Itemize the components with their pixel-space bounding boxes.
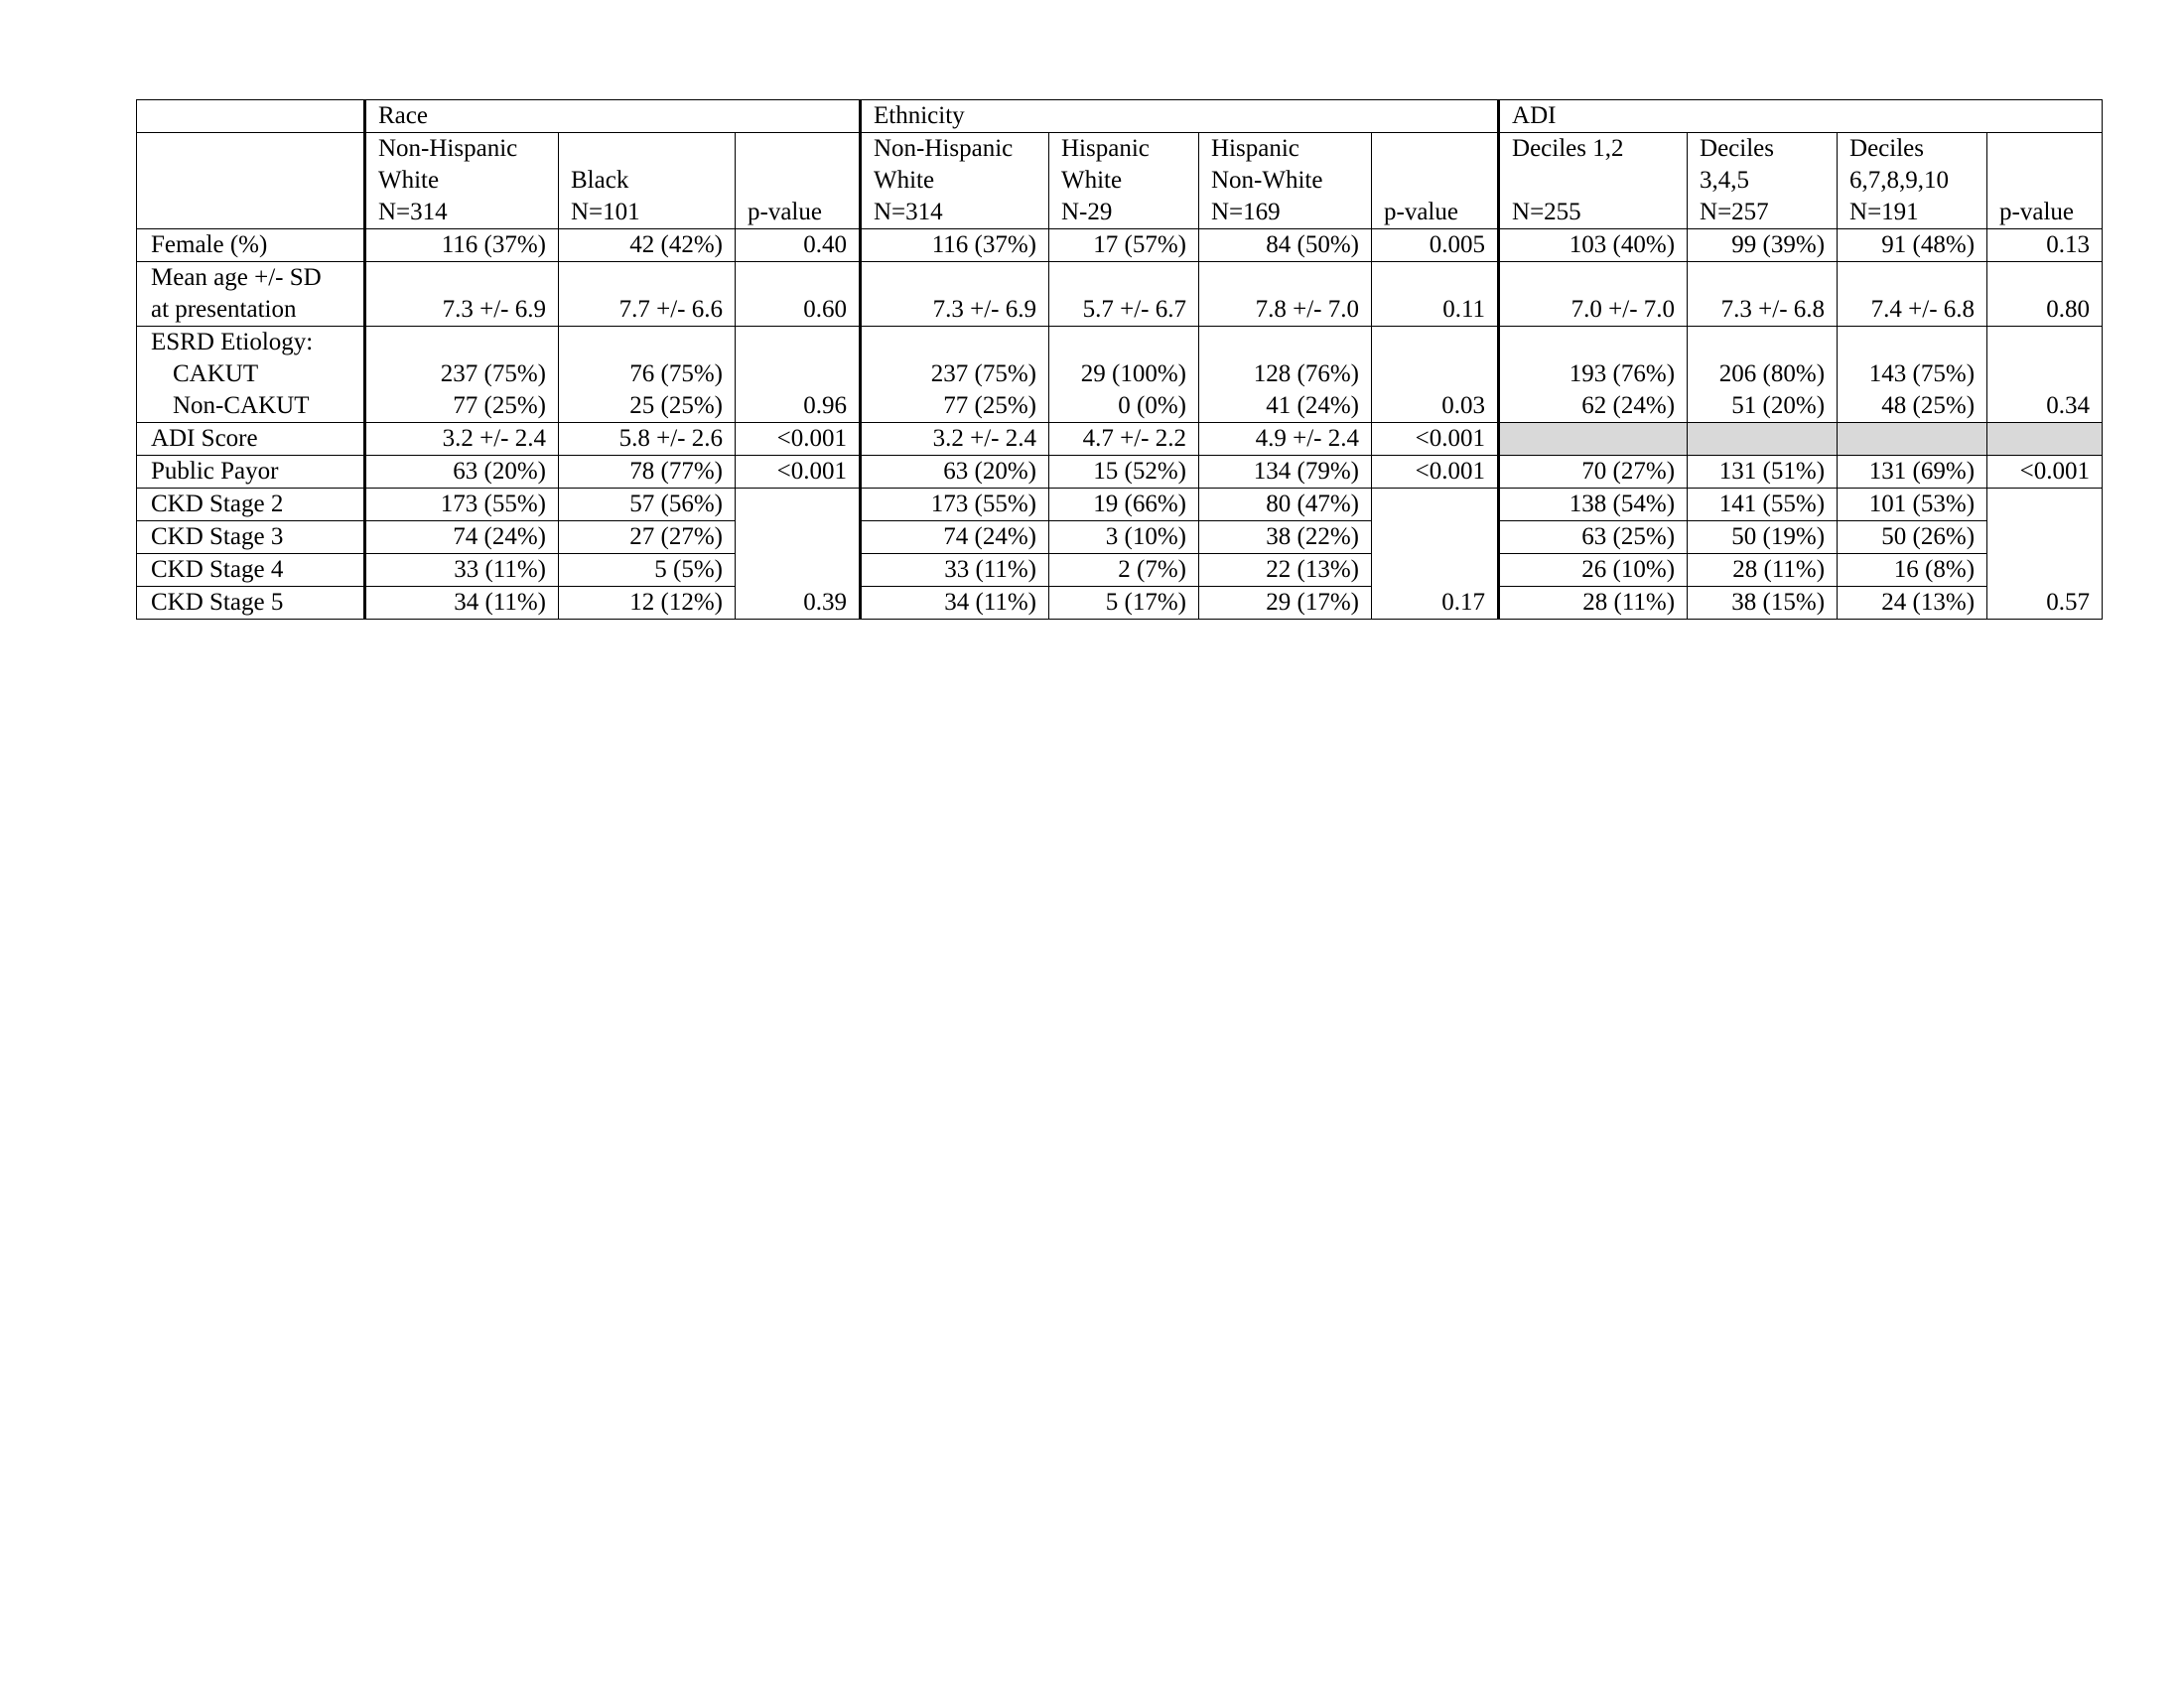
table-cell: 143 (75%) 48 (25%) (1838, 327, 1987, 423)
row-label: ESRD Etiology: CAKUT Non-CAKUT (137, 327, 365, 423)
table-cell: 116 (37%) (861, 229, 1049, 262)
table-cell: 34 (11%) (365, 587, 559, 620)
table-cell: 7.0 +/- 7.0 (1499, 262, 1688, 327)
column-header-row (137, 133, 2103, 229)
table-cell: 33 (11%) (365, 554, 559, 587)
table-row-adi-score (137, 423, 2103, 456)
table-cell: 33 (11%) (861, 554, 1049, 587)
row-label: CKD Stage 4 (137, 554, 365, 587)
table-cell: 29 (17%) (1199, 587, 1372, 620)
table-cell: 28 (11%) (1688, 554, 1838, 587)
col-eth-hnw: Hispanic Non-White N=169 (1199, 133, 1372, 229)
table-cell: <0.001 (736, 423, 861, 456)
table-cell: 2 (7%) (1049, 554, 1199, 587)
group-header-row (137, 100, 2103, 133)
row-label: CKD Stage 2 (137, 489, 365, 521)
table-cell: 101 (53%) (1838, 489, 1987, 521)
table-cell: 7.8 +/- 7.0 (1199, 262, 1372, 327)
table-cell: 141 (55%) (1688, 489, 1838, 521)
table-row-ckd-stage-4 (137, 554, 2103, 587)
table-cell: 34 (11%) (861, 587, 1049, 620)
table-cell: 7.7 +/- 6.6 (559, 262, 736, 327)
table-cell: 0.80 (1987, 262, 2103, 327)
table-row-ckd-stage-5 (137, 587, 2103, 620)
group-race: Race (365, 100, 861, 133)
table-row-public-payor (137, 456, 2103, 489)
table-cell: 38 (15%) (1688, 587, 1838, 620)
table-cell: 16 (8%) (1838, 554, 1987, 587)
col-race-pvalue: p-value (736, 133, 861, 229)
table-cell: 3 (10%) (1049, 521, 1199, 554)
corner-cell (137, 100, 365, 133)
row-label: Mean age +/- SD at presentation (137, 262, 365, 327)
table-cell: 193 (76%) 62 (24%) (1499, 327, 1688, 423)
table-cell: 5.7 +/- 6.7 (1049, 262, 1199, 327)
table-cell: 57 (56%) (559, 489, 736, 521)
table-cell: 28 (11%) (1499, 587, 1688, 620)
group-adi: ADI (1499, 100, 2103, 133)
table-cell: 0.005 (1372, 229, 1499, 262)
table-cell: 99 (39%) (1688, 229, 1838, 262)
table-cell: 22 (13%) (1199, 554, 1372, 587)
table-cell: 3.2 +/- 2.4 (861, 423, 1049, 456)
table-cell: <0.001 (1372, 456, 1499, 489)
table-cell: 80 (47%) (1199, 489, 1372, 521)
table-cell: 7.4 +/- 6.8 (1838, 262, 1987, 327)
demographics-table (136, 99, 2103, 620)
table-cell: 173 (55%) (861, 489, 1049, 521)
table-cell: 5.8 +/- 2.6 (559, 423, 736, 456)
table-cell: <0.001 (1987, 456, 2103, 489)
row-label: CKD Stage 5 (137, 587, 365, 620)
table-cell: 0.11 (1372, 262, 1499, 327)
col-eth-nhw: Non-Hispanic White N=314 (861, 133, 1049, 229)
col-eth-hw: Hispanic White N-29 (1049, 133, 1199, 229)
table-cell: 134 (79%) (1199, 456, 1372, 489)
table-cell: 91 (48%) (1838, 229, 1987, 262)
table-cell: 27 (27%) (559, 521, 736, 554)
table-cell: 138 (54%) (1499, 489, 1688, 521)
table-cell: 131 (69%) (1838, 456, 1987, 489)
table-cell: 3.2 +/- 2.4 (365, 423, 559, 456)
table-cell: 50 (19%) (1688, 521, 1838, 554)
table-cell: 237 (75%) 77 (25%) (365, 327, 559, 423)
table-cell: 5 (5%) (559, 554, 736, 587)
table-cell: 103 (40%) (1499, 229, 1688, 262)
table-cell: 74 (24%) (861, 521, 1049, 554)
table-cell: <0.001 (1372, 423, 1499, 456)
col-race-black: Black N=101 (559, 133, 736, 229)
table-cell: 19 (66%) (1049, 489, 1199, 521)
table-cell: 17 (57%) (1049, 229, 1199, 262)
table-cell: 0.13 (1987, 229, 2103, 262)
table-cell: 84 (50%) (1199, 229, 1372, 262)
table-cell: 4.7 +/- 2.2 (1049, 423, 1199, 456)
table-cell: 4.9 +/- 2.4 (1199, 423, 1372, 456)
table-cell: 131 (51%) (1688, 456, 1838, 489)
table-cell: 26 (10%) (1499, 554, 1688, 587)
table-cell: 116 (37%) (365, 229, 559, 262)
table-cell: 78 (77%) (559, 456, 736, 489)
table-cell: 15 (52%) (1049, 456, 1199, 489)
table-cell: 24 (13%) (1838, 587, 1987, 620)
col-adi-d12: Deciles 1,2 N=255 (1499, 133, 1688, 229)
table-cell: 63 (25%) (1499, 521, 1688, 554)
table-row-mean-age (137, 262, 2103, 327)
row-label: CKD Stage 3 (137, 521, 365, 554)
label-header-cell (137, 133, 365, 229)
table-cell: 7.3 +/- 6.9 (861, 262, 1049, 327)
row-label: ADI Score (137, 423, 365, 456)
table-cell: 63 (20%) (365, 456, 559, 489)
table-row-ckd-stage-3 (137, 521, 2103, 554)
table-cell: 237 (75%) 77 (25%) (861, 327, 1049, 423)
table-cell: 38 (22%) (1199, 521, 1372, 554)
table-cell: 0.40 (736, 229, 861, 262)
shaded-cell (1688, 423, 1838, 456)
col-adi-d345: Deciles 3,4,5 N=257 (1688, 133, 1838, 229)
col-adi-pvalue: p-value (1987, 133, 2103, 229)
col-adi-d678910: Deciles 6,7,8,9,10 N=191 (1838, 133, 1987, 229)
row-label: Female (%) (137, 229, 365, 262)
table-cell: 76 (75%) 25 (25%) (559, 327, 736, 423)
table-row-esrd (137, 327, 2103, 423)
group-ethnicity: Ethnicity (861, 100, 1499, 133)
ckd-pvalue-race: 0.39 (736, 489, 861, 620)
table-cell: <0.001 (736, 456, 861, 489)
table-cell: 0.34 (1987, 327, 2103, 423)
shaded-cell (1499, 423, 1688, 456)
table-cell: 5 (17%) (1049, 587, 1199, 620)
row-label: Public Payor (137, 456, 365, 489)
shaded-cell (1838, 423, 1987, 456)
table-cell: 206 (80%) 51 (20%) (1688, 327, 1838, 423)
ckd-pvalue-ethnicity: 0.17 (1372, 489, 1499, 620)
table-cell: 42 (42%) (559, 229, 736, 262)
table-cell: 128 (76%) 41 (24%) (1199, 327, 1372, 423)
table-cell: 63 (20%) (861, 456, 1049, 489)
table-cell: 0.96 (736, 327, 861, 423)
table-row-female (137, 229, 2103, 262)
table-cell: 29 (100%) 0 (0%) (1049, 327, 1199, 423)
ckd-pvalue-adi: 0.57 (1987, 489, 2103, 620)
table-cell: 0.03 (1372, 327, 1499, 423)
shaded-cell (1987, 423, 2103, 456)
table-cell: 0.60 (736, 262, 861, 327)
col-race-nhw: Non-Hispanic White N=314 (365, 133, 559, 229)
col-eth-pvalue: p-value (1372, 133, 1499, 229)
table-cell: 12 (12%) (559, 587, 736, 620)
table-cell: 173 (55%) (365, 489, 559, 521)
table-cell: 50 (26%) (1838, 521, 1987, 554)
table-cell: 7.3 +/- 6.8 (1688, 262, 1838, 327)
table-cell: 74 (24%) (365, 521, 559, 554)
table-cell: 7.3 +/- 6.9 (365, 262, 559, 327)
table-row-ckd-stage-2 (137, 489, 2103, 521)
table-cell: 70 (27%) (1499, 456, 1688, 489)
